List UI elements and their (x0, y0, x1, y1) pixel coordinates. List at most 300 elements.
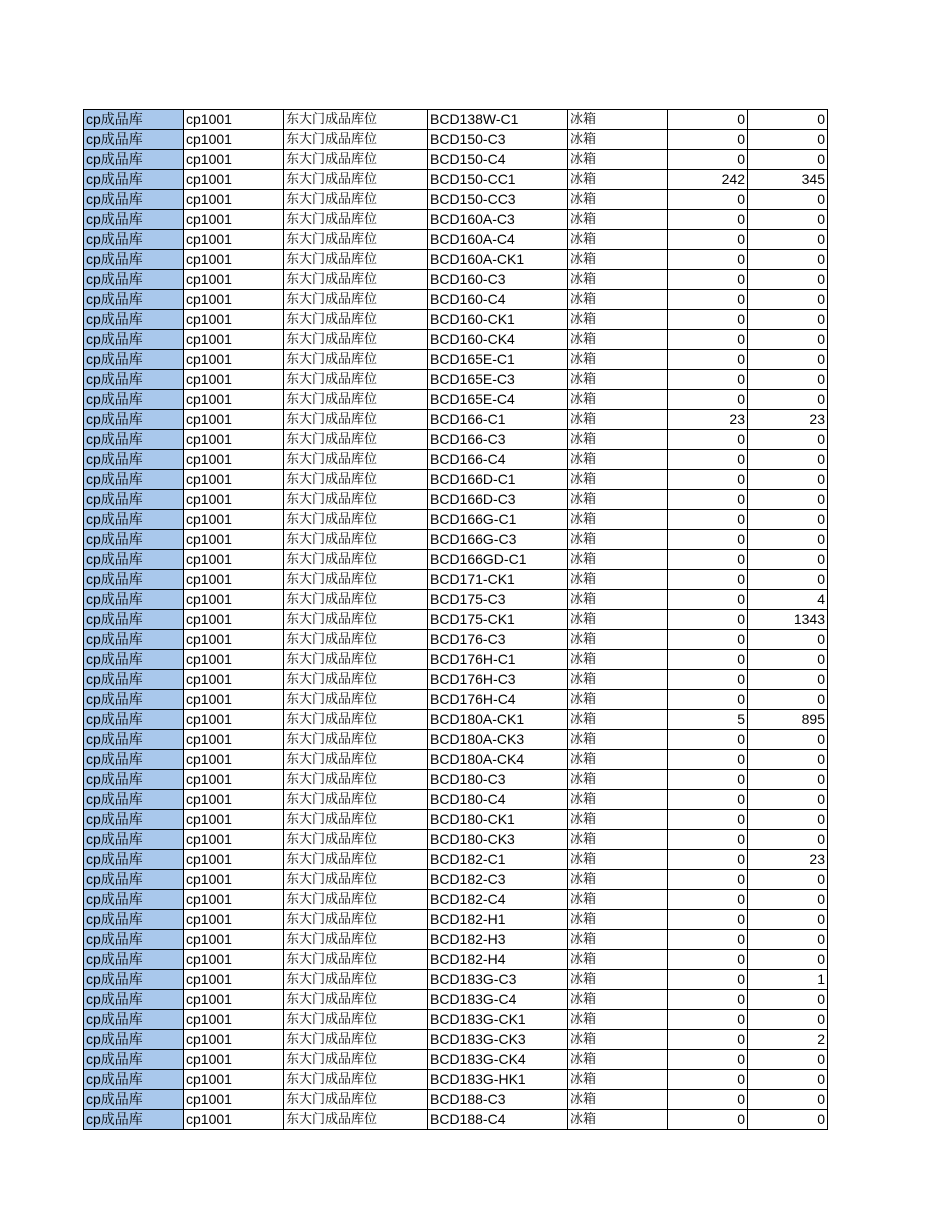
qty1-cell[interactable]: 0 (668, 450, 748, 470)
qty2-cell[interactable]: 2 (748, 1030, 828, 1050)
location-cell[interactable]: 东大门成品库位 (284, 930, 428, 950)
category-cell[interactable]: 冰箱 (568, 1090, 668, 1110)
code-cell[interactable]: cp1001 (184, 490, 284, 510)
model-cell[interactable]: BCD166-C1 (428, 410, 568, 430)
model-cell[interactable]: BCD188-C4 (428, 1110, 568, 1130)
model-cell[interactable]: BCD166D-C3 (428, 490, 568, 510)
category-cell[interactable]: 冰箱 (568, 130, 668, 150)
model-cell[interactable]: BCD138W-C1 (428, 110, 568, 130)
qty2-cell[interactable]: 0 (748, 650, 828, 670)
code-cell[interactable]: cp1001 (184, 410, 284, 430)
location-cell[interactable]: 东大门成品库位 (284, 990, 428, 1010)
code-cell[interactable]: cp1001 (184, 630, 284, 650)
location-cell[interactable]: 东大门成品库位 (284, 770, 428, 790)
qty1-cell[interactable]: 0 (668, 110, 748, 130)
qty2-cell[interactable]: 0 (748, 290, 828, 310)
category-cell[interactable]: 冰箱 (568, 750, 668, 770)
warehouse-cell[interactable]: cp成品库 (84, 1010, 184, 1030)
qty1-cell[interactable]: 0 (668, 390, 748, 410)
warehouse-cell[interactable]: cp成品库 (84, 750, 184, 770)
category-cell[interactable]: 冰箱 (568, 490, 668, 510)
code-cell[interactable]: cp1001 (184, 590, 284, 610)
model-cell[interactable]: BCD150-CC3 (428, 190, 568, 210)
location-cell[interactable]: 东大门成品库位 (284, 670, 428, 690)
code-cell[interactable]: cp1001 (184, 230, 284, 250)
qty1-cell[interactable]: 0 (668, 210, 748, 230)
qty2-cell[interactable]: 0 (748, 490, 828, 510)
code-cell[interactable]: cp1001 (184, 470, 284, 490)
warehouse-cell[interactable]: cp成品库 (84, 110, 184, 130)
code-cell[interactable]: cp1001 (184, 310, 284, 330)
qty2-cell[interactable]: 0 (748, 150, 828, 170)
location-cell[interactable]: 东大门成品库位 (284, 890, 428, 910)
model-cell[interactable]: BCD180A-CK4 (428, 750, 568, 770)
qty1-cell[interactable]: 0 (668, 890, 748, 910)
location-cell[interactable]: 东大门成品库位 (284, 410, 428, 430)
code-cell[interactable]: cp1001 (184, 850, 284, 870)
category-cell[interactable]: 冰箱 (568, 510, 668, 530)
category-cell[interactable]: 冰箱 (568, 350, 668, 370)
qty2-cell[interactable]: 0 (748, 470, 828, 490)
qty1-cell[interactable]: 0 (668, 870, 748, 890)
location-cell[interactable]: 东大门成品库位 (284, 470, 428, 490)
location-cell[interactable]: 东大门成品库位 (284, 550, 428, 570)
category-cell[interactable]: 冰箱 (568, 210, 668, 230)
warehouse-cell[interactable]: cp成品库 (84, 690, 184, 710)
location-cell[interactable]: 东大门成品库位 (284, 350, 428, 370)
qty1-cell[interactable]: 0 (668, 770, 748, 790)
qty2-cell[interactable]: 0 (748, 1070, 828, 1090)
code-cell[interactable]: cp1001 (184, 270, 284, 290)
warehouse-cell[interactable]: cp成品库 (84, 830, 184, 850)
model-cell[interactable]: BCD183G-CK4 (428, 1050, 568, 1070)
qty1-cell[interactable]: 242 (668, 170, 748, 190)
model-cell[interactable]: BCD160-C4 (428, 290, 568, 310)
location-cell[interactable]: 东大门成品库位 (284, 170, 428, 190)
qty1-cell[interactable]: 0 (668, 130, 748, 150)
location-cell[interactable]: 东大门成品库位 (284, 590, 428, 610)
warehouse-cell[interactable]: cp成品库 (84, 590, 184, 610)
warehouse-cell[interactable]: cp成品库 (84, 190, 184, 210)
qty2-cell[interactable]: 0 (748, 110, 828, 130)
warehouse-cell[interactable]: cp成品库 (84, 730, 184, 750)
model-cell[interactable]: BCD182-C3 (428, 870, 568, 890)
model-cell[interactable]: BCD176H-C4 (428, 690, 568, 710)
warehouse-cell[interactable]: cp成品库 (84, 630, 184, 650)
qty1-cell[interactable]: 0 (668, 850, 748, 870)
code-cell[interactable]: cp1001 (184, 550, 284, 570)
warehouse-cell[interactable]: cp成品库 (84, 390, 184, 410)
category-cell[interactable]: 冰箱 (568, 910, 668, 930)
warehouse-cell[interactable]: cp成品库 (84, 230, 184, 250)
code-cell[interactable]: cp1001 (184, 990, 284, 1010)
code-cell[interactable]: cp1001 (184, 790, 284, 810)
qty1-cell[interactable]: 0 (668, 610, 748, 630)
qty1-cell[interactable]: 0 (668, 750, 748, 770)
location-cell[interactable]: 东大门成品库位 (284, 490, 428, 510)
model-cell[interactable]: BCD180-C3 (428, 770, 568, 790)
qty2-cell[interactable]: 895 (748, 710, 828, 730)
warehouse-cell[interactable]: cp成品库 (84, 270, 184, 290)
model-cell[interactable]: BCD150-C4 (428, 150, 568, 170)
code-cell[interactable]: cp1001 (184, 910, 284, 930)
qty1-cell[interactable]: 0 (668, 570, 748, 590)
warehouse-cell[interactable]: cp成品库 (84, 470, 184, 490)
category-cell[interactable]: 冰箱 (568, 230, 668, 250)
qty2-cell[interactable]: 23 (748, 850, 828, 870)
model-cell[interactable]: BCD166GD-C1 (428, 550, 568, 570)
model-cell[interactable]: BCD175-C3 (428, 590, 568, 610)
model-cell[interactable]: BCD166-C3 (428, 430, 568, 450)
category-cell[interactable]: 冰箱 (568, 690, 668, 710)
warehouse-cell[interactable]: cp成品库 (84, 670, 184, 690)
warehouse-cell[interactable]: cp成品库 (84, 610, 184, 630)
model-cell[interactable]: BCD150-CC1 (428, 170, 568, 190)
model-cell[interactable]: BCD183G-C4 (428, 990, 568, 1010)
qty1-cell[interactable]: 0 (668, 330, 748, 350)
qty1-cell[interactable]: 0 (668, 370, 748, 390)
model-cell[interactable]: BCD150-C3 (428, 130, 568, 150)
code-cell[interactable]: cp1001 (184, 930, 284, 950)
qty1-cell[interactable]: 0 (668, 1010, 748, 1030)
category-cell[interactable]: 冰箱 (568, 150, 668, 170)
qty1-cell[interactable]: 0 (668, 810, 748, 830)
qty1-cell[interactable]: 0 (668, 730, 748, 750)
model-cell[interactable]: BCD160A-C3 (428, 210, 568, 230)
qty1-cell[interactable]: 0 (668, 950, 748, 970)
location-cell[interactable]: 东大门成品库位 (284, 310, 428, 330)
location-cell[interactable]: 东大门成品库位 (284, 910, 428, 930)
qty2-cell[interactable]: 0 (748, 1010, 828, 1030)
qty2-cell[interactable]: 0 (748, 570, 828, 590)
warehouse-cell[interactable]: cp成品库 (84, 510, 184, 530)
qty1-cell[interactable]: 23 (668, 410, 748, 430)
location-cell[interactable]: 东大门成品库位 (284, 150, 428, 170)
model-cell[interactable]: BCD182-C1 (428, 850, 568, 870)
warehouse-cell[interactable]: cp成品库 (84, 930, 184, 950)
model-cell[interactable]: BCD176-C3 (428, 630, 568, 650)
qty2-cell[interactable]: 0 (748, 350, 828, 370)
code-cell[interactable]: cp1001 (184, 970, 284, 990)
qty1-cell[interactable]: 0 (668, 1050, 748, 1070)
qty2-cell[interactable]: 0 (748, 950, 828, 970)
qty2-cell[interactable]: 0 (748, 810, 828, 830)
qty1-cell[interactable]: 0 (668, 290, 748, 310)
warehouse-cell[interactable]: cp成品库 (84, 990, 184, 1010)
category-cell[interactable]: 冰箱 (568, 330, 668, 350)
code-cell[interactable]: cp1001 (184, 350, 284, 370)
qty2-cell[interactable]: 0 (748, 1050, 828, 1070)
qty1-cell[interactable]: 0 (668, 790, 748, 810)
code-cell[interactable]: cp1001 (184, 730, 284, 750)
location-cell[interactable]: 东大门成品库位 (284, 510, 428, 530)
model-cell[interactable]: BCD160-C3 (428, 270, 568, 290)
qty2-cell[interactable]: 0 (748, 530, 828, 550)
warehouse-cell[interactable]: cp成品库 (84, 950, 184, 970)
qty1-cell[interactable]: 0 (668, 630, 748, 650)
code-cell[interactable]: cp1001 (184, 390, 284, 410)
warehouse-cell[interactable]: cp成品库 (84, 250, 184, 270)
qty1-cell[interactable]: 0 (668, 1090, 748, 1110)
category-cell[interactable]: 冰箱 (568, 370, 668, 390)
qty1-cell[interactable]: 0 (668, 350, 748, 370)
warehouse-cell[interactable]: cp成品库 (84, 570, 184, 590)
code-cell[interactable]: cp1001 (184, 870, 284, 890)
code-cell[interactable]: cp1001 (184, 650, 284, 670)
warehouse-cell[interactable]: cp成品库 (84, 970, 184, 990)
location-cell[interactable]: 东大门成品库位 (284, 450, 428, 470)
location-cell[interactable]: 东大门成品库位 (284, 230, 428, 250)
code-cell[interactable]: cp1001 (184, 750, 284, 770)
category-cell[interactable]: 冰箱 (568, 850, 668, 870)
qty1-cell[interactable]: 0 (668, 1030, 748, 1050)
category-cell[interactable]: 冰箱 (568, 190, 668, 210)
code-cell[interactable]: cp1001 (184, 370, 284, 390)
model-cell[interactable]: BCD183G-C3 (428, 970, 568, 990)
category-cell[interactable]: 冰箱 (568, 250, 668, 270)
qty2-cell[interactable]: 0 (748, 910, 828, 930)
model-cell[interactable]: BCD176H-C3 (428, 670, 568, 690)
qty1-cell[interactable]: 0 (668, 990, 748, 1010)
qty2-cell[interactable]: 0 (748, 630, 828, 650)
warehouse-cell[interactable]: cp成品库 (84, 170, 184, 190)
warehouse-cell[interactable]: cp成品库 (84, 550, 184, 570)
location-cell[interactable]: 东大门成品库位 (284, 390, 428, 410)
code-cell[interactable]: cp1001 (184, 1070, 284, 1090)
model-cell[interactable]: BCD166-C4 (428, 450, 568, 470)
qty2-cell[interactable]: 1 (748, 970, 828, 990)
code-cell[interactable]: cp1001 (184, 810, 284, 830)
code-cell[interactable]: cp1001 (184, 130, 284, 150)
qty2-cell[interactable]: 0 (748, 430, 828, 450)
location-cell[interactable]: 东大门成品库位 (284, 630, 428, 650)
category-cell[interactable]: 冰箱 (568, 770, 668, 790)
qty2-cell[interactable]: 0 (748, 510, 828, 530)
qty2-cell[interactable]: 0 (748, 450, 828, 470)
code-cell[interactable]: cp1001 (184, 570, 284, 590)
location-cell[interactable]: 东大门成品库位 (284, 950, 428, 970)
warehouse-cell[interactable]: cp成品库 (84, 790, 184, 810)
model-cell[interactable]: BCD182-H4 (428, 950, 568, 970)
code-cell[interactable]: cp1001 (184, 330, 284, 350)
warehouse-cell[interactable]: cp成品库 (84, 850, 184, 870)
qty2-cell[interactable]: 0 (748, 690, 828, 710)
warehouse-cell[interactable]: cp成品库 (84, 210, 184, 230)
qty1-cell[interactable]: 0 (668, 650, 748, 670)
qty2-cell[interactable]: 0 (748, 390, 828, 410)
location-cell[interactable]: 东大门成品库位 (284, 610, 428, 630)
category-cell[interactable]: 冰箱 (568, 590, 668, 610)
model-cell[interactable]: BCD182-H3 (428, 930, 568, 950)
warehouse-cell[interactable]: cp成品库 (84, 130, 184, 150)
category-cell[interactable]: 冰箱 (568, 890, 668, 910)
model-cell[interactable]: BCD182-C4 (428, 890, 568, 910)
code-cell[interactable]: cp1001 (184, 610, 284, 630)
location-cell[interactable]: 东大门成品库位 (284, 850, 428, 870)
code-cell[interactable]: cp1001 (184, 250, 284, 270)
code-cell[interactable]: cp1001 (184, 450, 284, 470)
code-cell[interactable]: cp1001 (184, 1110, 284, 1130)
model-cell[interactable]: BCD180-C4 (428, 790, 568, 810)
qty1-cell[interactable]: 0 (668, 510, 748, 530)
model-cell[interactable]: BCD180A-CK1 (428, 710, 568, 730)
model-cell[interactable]: BCD160-CK4 (428, 330, 568, 350)
qty2-cell[interactable]: 0 (748, 790, 828, 810)
code-cell[interactable]: cp1001 (184, 710, 284, 730)
location-cell[interactable]: 东大门成品库位 (284, 730, 428, 750)
qty2-cell[interactable]: 0 (748, 550, 828, 570)
location-cell[interactable]: 东大门成品库位 (284, 110, 428, 130)
warehouse-cell[interactable]: cp成品库 (84, 450, 184, 470)
model-cell[interactable]: BCD166D-C1 (428, 470, 568, 490)
qty2-cell[interactable]: 0 (748, 250, 828, 270)
qty2-cell[interactable]: 0 (748, 770, 828, 790)
qty1-cell[interactable]: 0 (668, 910, 748, 930)
code-cell[interactable]: cp1001 (184, 190, 284, 210)
location-cell[interactable]: 东大门成品库位 (284, 970, 428, 990)
qty1-cell[interactable]: 5 (668, 710, 748, 730)
qty2-cell[interactable]: 0 (748, 210, 828, 230)
location-cell[interactable]: 东大门成品库位 (284, 190, 428, 210)
location-cell[interactable]: 东大门成品库位 (284, 530, 428, 550)
warehouse-cell[interactable]: cp成品库 (84, 1070, 184, 1090)
warehouse-cell[interactable]: cp成品库 (84, 810, 184, 830)
qty1-cell[interactable]: 0 (668, 530, 748, 550)
category-cell[interactable]: 冰箱 (568, 550, 668, 570)
category-cell[interactable]: 冰箱 (568, 290, 668, 310)
qty1-cell[interactable]: 0 (668, 670, 748, 690)
location-cell[interactable]: 东大门成品库位 (284, 570, 428, 590)
qty2-cell[interactable]: 0 (748, 730, 828, 750)
location-cell[interactable]: 东大门成品库位 (284, 790, 428, 810)
location-cell[interactable]: 东大门成品库位 (284, 830, 428, 850)
warehouse-cell[interactable]: cp成品库 (84, 1110, 184, 1130)
location-cell[interactable]: 东大门成品库位 (284, 250, 428, 270)
location-cell[interactable]: 东大门成品库位 (284, 270, 428, 290)
qty2-cell[interactable]: 0 (748, 890, 828, 910)
model-cell[interactable]: BCD160A-C4 (428, 230, 568, 250)
category-cell[interactable]: 冰箱 (568, 650, 668, 670)
qty2-cell[interactable]: 0 (748, 1090, 828, 1110)
qty2-cell[interactable]: 0 (748, 670, 828, 690)
qty2-cell[interactable]: 0 (748, 990, 828, 1010)
model-cell[interactable]: BCD180-CK3 (428, 830, 568, 850)
warehouse-cell[interactable]: cp成品库 (84, 150, 184, 170)
qty1-cell[interactable]: 0 (668, 550, 748, 570)
location-cell[interactable]: 东大门成品库位 (284, 130, 428, 150)
category-cell[interactable]: 冰箱 (568, 790, 668, 810)
qty1-cell[interactable]: 0 (668, 190, 748, 210)
category-cell[interactable]: 冰箱 (568, 1010, 668, 1030)
warehouse-cell[interactable]: cp成品库 (84, 410, 184, 430)
location-cell[interactable]: 东大门成品库位 (284, 810, 428, 830)
model-cell[interactable]: BCD165E-C4 (428, 390, 568, 410)
warehouse-cell[interactable]: cp成品库 (84, 890, 184, 910)
location-cell[interactable]: 东大门成品库位 (284, 1010, 428, 1030)
qty2-cell[interactable]: 0 (748, 930, 828, 950)
location-cell[interactable]: 东大门成品库位 (284, 710, 428, 730)
category-cell[interactable]: 冰箱 (568, 530, 668, 550)
qty1-cell[interactable]: 0 (668, 470, 748, 490)
qty2-cell[interactable]: 0 (748, 370, 828, 390)
category-cell[interactable]: 冰箱 (568, 1110, 668, 1130)
location-cell[interactable]: 东大门成品库位 (284, 370, 428, 390)
category-cell[interactable]: 冰箱 (568, 610, 668, 630)
model-cell[interactable]: BCD171-CK1 (428, 570, 568, 590)
code-cell[interactable]: cp1001 (184, 1050, 284, 1070)
category-cell[interactable]: 冰箱 (568, 870, 668, 890)
qty2-cell[interactable]: 23 (748, 410, 828, 430)
qty2-cell[interactable]: 0 (748, 330, 828, 350)
location-cell[interactable]: 东大门成品库位 (284, 1050, 428, 1070)
code-cell[interactable]: cp1001 (184, 1090, 284, 1110)
qty2-cell[interactable]: 0 (748, 130, 828, 150)
qty2-cell[interactable]: 4 (748, 590, 828, 610)
qty2-cell[interactable]: 0 (748, 750, 828, 770)
category-cell[interactable]: 冰箱 (568, 710, 668, 730)
code-cell[interactable]: cp1001 (184, 1010, 284, 1030)
category-cell[interactable]: 冰箱 (568, 1070, 668, 1090)
category-cell[interactable]: 冰箱 (568, 570, 668, 590)
location-cell[interactable]: 东大门成品库位 (284, 330, 428, 350)
qty1-cell[interactable]: 0 (668, 230, 748, 250)
warehouse-cell[interactable]: cp成品库 (84, 330, 184, 350)
warehouse-cell[interactable]: cp成品库 (84, 290, 184, 310)
model-cell[interactable]: BCD165E-C3 (428, 370, 568, 390)
qty1-cell[interactable]: 0 (668, 970, 748, 990)
qty1-cell[interactable]: 0 (668, 1070, 748, 1090)
code-cell[interactable]: cp1001 (184, 670, 284, 690)
model-cell[interactable]: BCD160-CK1 (428, 310, 568, 330)
model-cell[interactable]: BCD188-C3 (428, 1090, 568, 1110)
category-cell[interactable]: 冰箱 (568, 930, 668, 950)
location-cell[interactable]: 东大门成品库位 (284, 650, 428, 670)
qty2-cell[interactable]: 0 (748, 270, 828, 290)
location-cell[interactable]: 东大门成品库位 (284, 750, 428, 770)
location-cell[interactable]: 东大门成品库位 (284, 430, 428, 450)
category-cell[interactable]: 冰箱 (568, 410, 668, 430)
category-cell[interactable]: 冰箱 (568, 970, 668, 990)
qty2-cell[interactable]: 1343 (748, 610, 828, 630)
location-cell[interactable]: 东大门成品库位 (284, 1110, 428, 1130)
warehouse-cell[interactable]: cp成品库 (84, 490, 184, 510)
warehouse-cell[interactable]: cp成品库 (84, 310, 184, 330)
model-cell[interactable]: BCD165E-C1 (428, 350, 568, 370)
warehouse-cell[interactable]: cp成品库 (84, 770, 184, 790)
code-cell[interactable]: cp1001 (184, 510, 284, 530)
code-cell[interactable]: cp1001 (184, 290, 284, 310)
warehouse-cell[interactable]: cp成品库 (84, 530, 184, 550)
category-cell[interactable]: 冰箱 (568, 310, 668, 330)
code-cell[interactable]: cp1001 (184, 830, 284, 850)
warehouse-cell[interactable]: cp成品库 (84, 1090, 184, 1110)
warehouse-cell[interactable]: cp成品库 (84, 910, 184, 930)
category-cell[interactable]: 冰箱 (568, 270, 668, 290)
model-cell[interactable]: BCD175-CK1 (428, 610, 568, 630)
code-cell[interactable]: cp1001 (184, 1030, 284, 1050)
category-cell[interactable]: 冰箱 (568, 430, 668, 450)
qty1-cell[interactable]: 0 (668, 250, 748, 270)
qty2-cell[interactable]: 0 (748, 310, 828, 330)
category-cell[interactable]: 冰箱 (568, 390, 668, 410)
category-cell[interactable]: 冰箱 (568, 670, 668, 690)
warehouse-cell[interactable]: cp成品库 (84, 370, 184, 390)
category-cell[interactable]: 冰箱 (568, 830, 668, 850)
code-cell[interactable]: cp1001 (184, 150, 284, 170)
model-cell[interactable]: BCD182-H1 (428, 910, 568, 930)
qty2-cell[interactable]: 0 (748, 230, 828, 250)
model-cell[interactable]: BCD183G-HK1 (428, 1070, 568, 1090)
